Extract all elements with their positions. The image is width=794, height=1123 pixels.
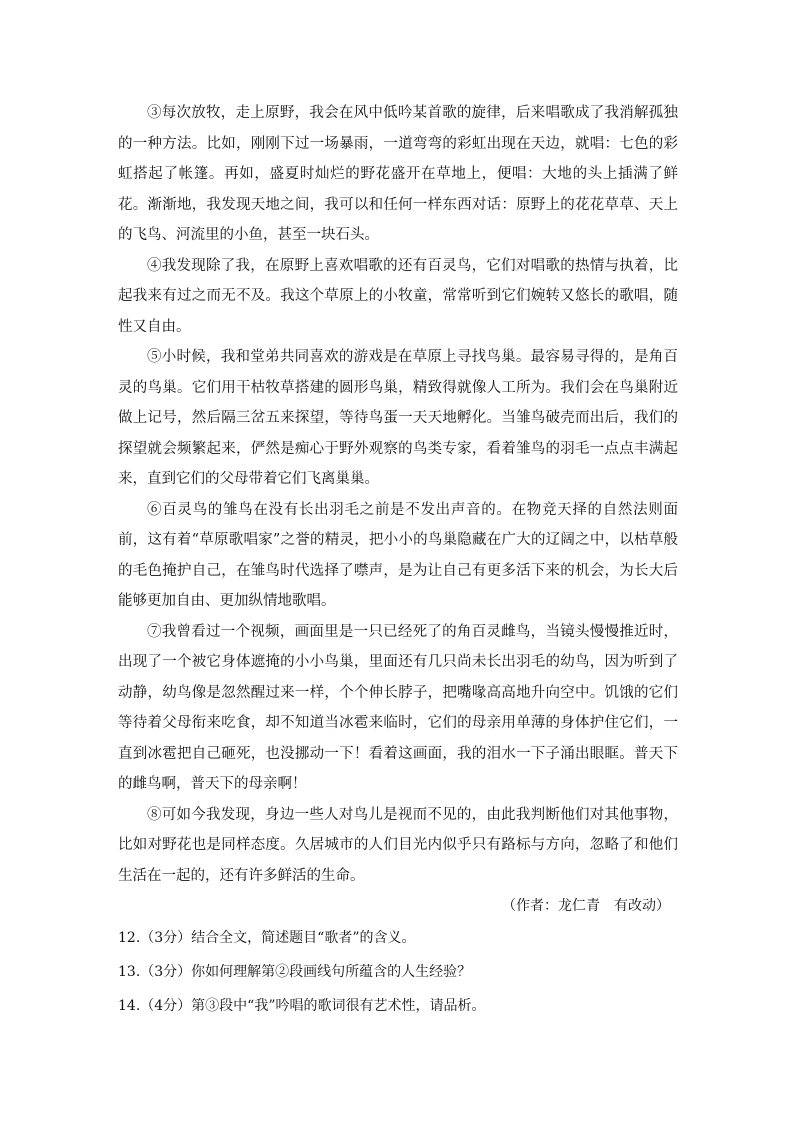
question-12: 12.（3分）结合全文，简述题目“歌者”的含义。 — [118, 930, 416, 946]
author-credit: （作者：龙仁青 有改动） — [502, 898, 670, 914]
paragraph-7: ⑦我曾看过一个视频，画面里是一只已经死了的角百灵雌鸟，当镜头慢慢推近时，出现了一个被它身体遮掩的小小鸟巢，里面还有几只尚未长出羽毛的幼鸟，因为听到了动静，幼鸟像是忽然醒过来一样，个个伸长脖子，把嘴喙高高地升向空中。饥饿的它们等待着父母衔来吃食，却不知道当冰雹来临时，它们的母亲用单薄的身体护住它们，一直到冰雹把自己砸死，也没挪动一下！看着这画面，我的泪水一下子涌出眼眶。普天下的雌鸟啊，普天下的母亲啊！ — [118, 623, 678, 792]
document-page — [118, 98, 678, 1023]
question-14: 14.（4分）第③段中“我”吟唱的歌词很有艺术性，请品析。 — [118, 998, 486, 1014]
paragraph-4: ④我发现除了我，在原野上喜欢唱歌的还有百灵鸟，它们对唱歌的热情与执着，比起我来有过之而无不及。我这个草原上的小牧童，常常听到它们婉转又悠长的歌唱，随性又自由。 — [118, 257, 678, 335]
paragraph-5: ⑤小时候，我和堂弟共同喜欢的游戏是在草原上寻找鸟巢。最容易寻得的，是角百灵的鸟巢。它们用干枯牧草搭建的圆形鸟巢，精致得就像人工所为。我们会在鸟巢附近做上记号，然后隔三岔五来探望，等待鸟蛋一天天地孵化。当雏鸟破壳而出后，我们的探望就会频繁起来，俨然是痴心于野外观察的鸟类专家，看着雏鸟的羽毛一点点丰满起来，直到它们的父母带着它们飞离巢巢。 — [118, 349, 678, 487]
paragraph-6: ⑥百灵鸟的雏鸟在没有长出羽毛之前是不发出声音的。在物竞天择的自然法则面前，这有着“草原歌唱家”之誉的精灵，把小小的鸟巢隐藏在广大的辽阔之中，以枯草般的毛色掩护自己，在雏鸟时代选择了噤声，是为让自己有更多活下来的机会，为长大后能够更加自由、更加纵情地歌唱。 — [118, 501, 678, 609]
paragraph-8: ⑧可如今我发现，身边一些人对鸟儿是视而不见的，由此我判断他们对其他事物，比如对野花也是同样态度。久居城市的人们目光内似乎只有路标与方向，忽略了和他们生活在一起的，还有许多鲜活的生命。 — [118, 806, 678, 884]
question-13: 13.（3分）你如何理解第②段画线句所蕴含的人生经验？ — [118, 964, 472, 980]
paragraph-3: ③每次放牧，走上原野，我会在风中低吟某首歌的旋律，后来唱歌成了我消解孤独的一种方法。比如，刚刚下过一场暴雨，一道弯弯的彩虹出现在天边，就唱：七色的彩虹搭起了帐篷。再如，盛夏时灿烂的野花盛开在草地上，便唱：大地的头上插满了鲜花。渐渐地，我发现天地之间，我可以和任何一样东西对话：原野上的花花草草、天上的飞鸟、河流里的小鱼，甚至一块石头。 — [118, 105, 678, 243]
